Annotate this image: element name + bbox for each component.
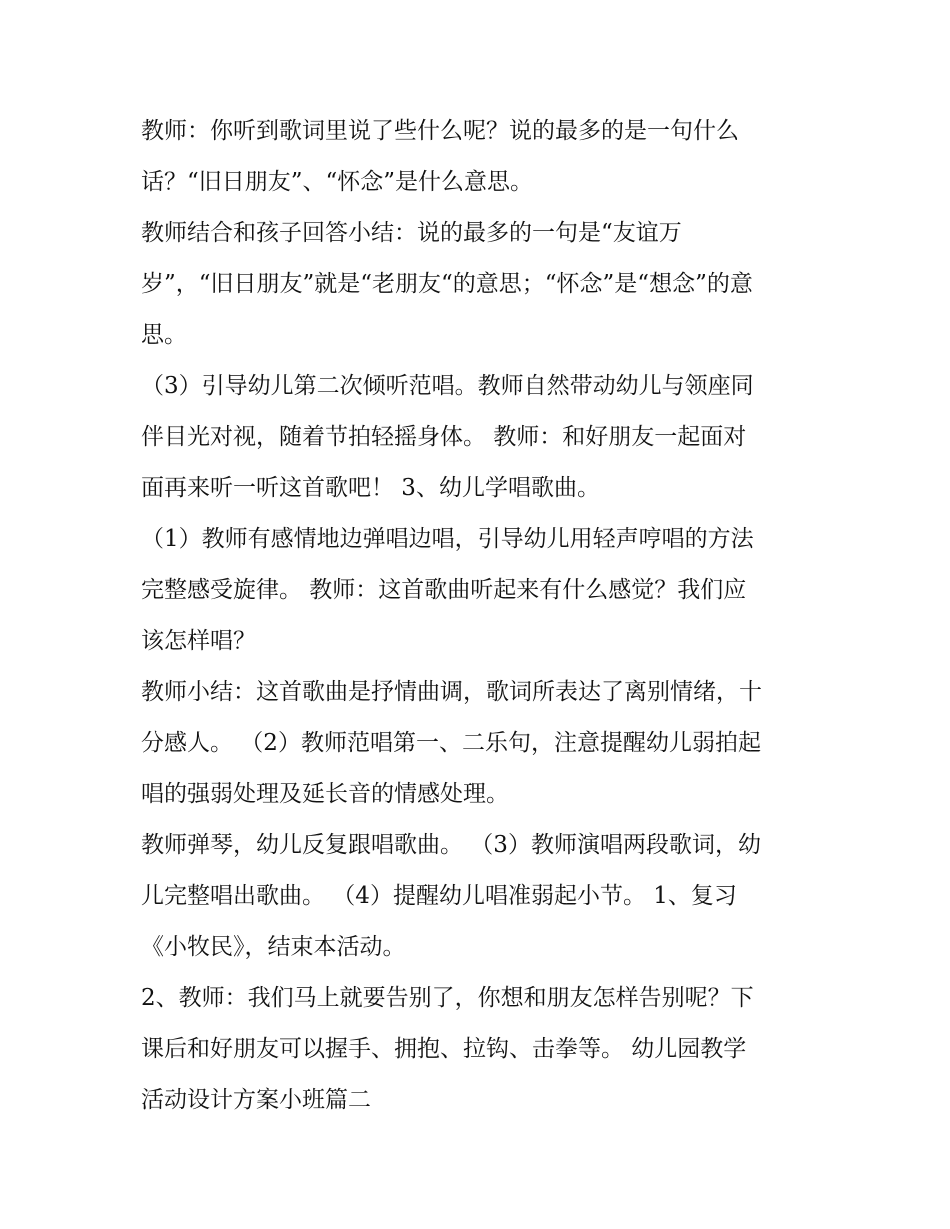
- text-line-4: 岁”，“旧日朋友”就是“老朋友“的意思；“怀念”是“想念”的意: [141, 271, 753, 297]
- text-line-14: 唱的强弱处理及延长音的情感处理。: [141, 781, 509, 807]
- text-line-2: 话？“旧日朋友”、“怀念”是什么意思。: [141, 169, 534, 195]
- text-line-1: 教师：你听到歌词里说了些什么呢？说的最多的是一句什么: [141, 118, 739, 144]
- text-line-8: 面再来听一听这首歌吧！ 3、幼儿学唱歌曲。: [141, 475, 600, 501]
- text-line-16: 儿完整唱出歌曲。 （4）提醒幼儿唱准弱起小节。 1、复习: [141, 883, 737, 909]
- text-line-6: （3）引导幼儿第二次倾听范唱。教师自然带动幼儿与领座同: [141, 373, 754, 399]
- text-line-9: （1）教师有感情地边弹唱边唱，引导幼儿用轻声哼唱的方法: [141, 526, 754, 552]
- text-line-10: 完整感受旋律。 教师：这首歌曲听起来有什么感觉？我们应: [141, 577, 747, 603]
- text-line-18: 2、教师：我们马上就要告别了，你想和朋友怎样告别呢？下: [141, 985, 754, 1011]
- text-line-5: 思。: [141, 322, 187, 348]
- text-line-19: 课后和好朋友可以握手、拥抱、拉钩、击拳等。 幼儿园教学: [141, 1036, 747, 1062]
- text-line-3: 教师结合和孩子回答小结：说的最多的一句是“友谊万: [141, 220, 682, 246]
- document-body: [141, 106, 821, 1126]
- text-line-17: 《小牧民》，结束本活动。: [141, 934, 406, 960]
- text-line-20: 活动设计方案小班篇二: [141, 1087, 371, 1113]
- text-line-15: 教师弹琴，幼儿反复跟唱歌曲。 （3）教师演唱两段歌词，幼: [141, 832, 761, 858]
- text-line-13: 分感人。 （2）教师范唱第一、二乐句，注意提醒幼儿弱拍起: [141, 730, 761, 756]
- text-line-11: 该怎样唱？: [141, 628, 256, 654]
- text-line-7: 伴目光对视，随着节拍轻摇身体。 教师：和好朋友一起面对: [141, 424, 747, 450]
- text-line-12: 教师小结：这首歌曲是抒情曲调，歌词所表达了离别情绪，十: [141, 679, 762, 705]
